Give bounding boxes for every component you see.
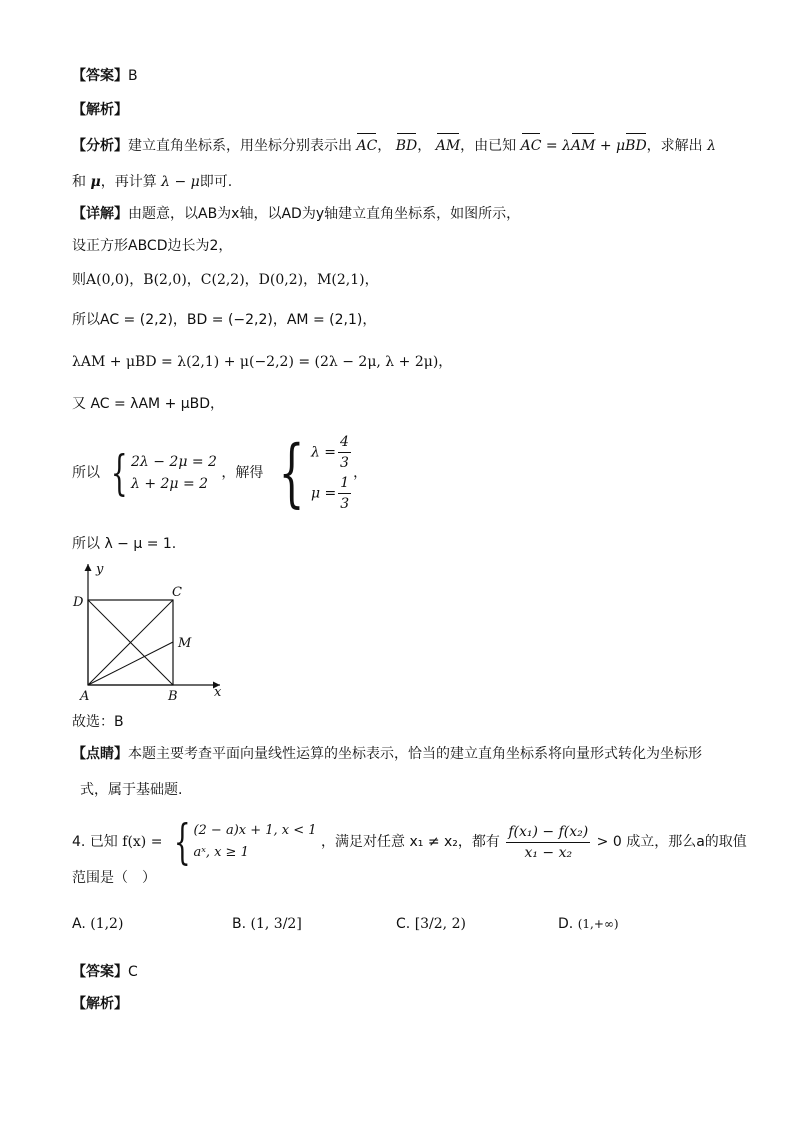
brace: { (111, 445, 129, 501)
q4-answer-label: 【答案】 (72, 964, 128, 980)
system-eq1: 2λ − 2μ = 2 (131, 454, 217, 470)
label-a: A (80, 689, 90, 704)
fenxi-line-2 (72, 172, 232, 192)
option-b[interactable]: B. (1, 3/2] (232, 916, 302, 932)
xiangjie-label: 【详解】 (72, 206, 128, 222)
given-equation: AC = λAM + μBD (520, 138, 647, 154)
option-c[interactable]: C. [3/2, 2) (396, 916, 466, 932)
given-line: 又 AC = λAM + μBD， (72, 396, 225, 412)
q4-analysis-label: 【解析】 (72, 996, 128, 1012)
system-line: 所以 { 2λ − 2μ = 2 λ + 2μ = 2 ，解得 { λ = $\frac{4}{3}$ μ = $\frac{1}{3}$ ， (72, 430, 368, 516)
q4-fraction: $\frac{\text{f(x₁) − f(x₂)}}{\text{x₁ − x₂}}$ (508, 823, 589, 861)
vec-ac: AC (356, 138, 378, 154)
equation-system (104, 445, 217, 501)
q4-number: 4. (72, 834, 86, 850)
label-d: D (73, 595, 84, 610)
q4-analysis-heading (72, 994, 128, 1014)
q4-piece2: aˣ, x ≥ 1 (193, 845, 249, 860)
system-prefix: 所以 (72, 465, 100, 481)
segment-am (88, 642, 173, 685)
dianjing-line (72, 744, 702, 764)
vectors-line: 所以AC = (2,2)，BD = (−2,2)，AM = (2,1)， (72, 312, 377, 328)
fenxi-text-1: 建立直角坐标系，用坐标分别表示出 (128, 138, 352, 154)
square-line: 设正方形ABCD边长为2， (72, 238, 233, 254)
q4-answer-value: C (128, 964, 138, 980)
answer-value: B (128, 68, 138, 84)
brace: { (278, 430, 305, 516)
square-diagram (70, 560, 230, 705)
xiangjie-line (72, 204, 520, 224)
option-d[interactable]: D. (1,+∞) (558, 916, 619, 932)
solution-system (268, 432, 353, 514)
q4-stem-line-2: 范围是（ ） (72, 870, 156, 886)
q4-stem-1: 已知 f(x) = (89, 834, 163, 850)
q4-piece1: (2 − a)x + 1, x < 1 (193, 823, 317, 838)
label-y: y (96, 562, 104, 577)
combo-line: λAM + μBD = λ(2,1) + μ(−2,2) = (2λ − 2μ, λ + 2μ)， (72, 354, 453, 370)
system-mid: ，解得 (221, 465, 264, 481)
dianjing-line-2: 式，属于基础题. (80, 782, 183, 798)
points-line: 则A(0,0)，B(2,0)，C(2,2)，D(0,2)，M(2,1)， (72, 272, 379, 288)
answer-label: 【答案】 (72, 68, 128, 84)
label-b: B (168, 689, 178, 704)
dianjing-label: 【点睛】 (72, 746, 128, 762)
q4-piecewise (167, 814, 317, 870)
q4-answer-line (72, 962, 138, 982)
symbol-lambda: λ (707, 138, 716, 154)
system-eq2: λ + 2μ = 2 (131, 476, 209, 492)
brace: { (173, 814, 191, 870)
analysis-label: 【解析】 (72, 102, 128, 118)
label-m: M (178, 636, 192, 651)
analysis-heading (72, 100, 128, 120)
label-x: x (214, 685, 222, 700)
choice-line: 故选：B (72, 714, 124, 730)
q4-stem-3: > 0 成立，那么a的取值 (596, 834, 747, 850)
fenxi-text-6: 即可. (199, 174, 233, 190)
fenxi-text-5: ，再计算 (100, 174, 157, 190)
label-c: C (172, 585, 182, 600)
xiangjie-text: 由题意，以AB为x轴，以AD为y轴建立直角坐标系，如图所示， (128, 206, 521, 222)
option-a[interactable]: A. (1,2) (72, 916, 124, 932)
q4-stem-2: ，满足对任意 x₁ ≠ x₂，都有 (321, 834, 500, 850)
fenxi-label: 【分析】 (72, 138, 128, 154)
answer-line (72, 66, 138, 86)
fenxi-line: 【分析】建立直角坐标系，用坐标分别表示出 AC， BD， AM，由已知 AC = λAM + μBD，求解出 λ (72, 138, 716, 154)
fenxi-text-2: ，由已知 (460, 138, 517, 154)
lambda-minus-mu: λ − μ (161, 174, 200, 190)
vec-am: AM (435, 138, 461, 154)
dianjing-text-1: 本题主要考查平面向量线性运算的坐标表示，恰当的建立直角坐标系将向量形式转化为坐标形 (128, 746, 702, 762)
vec-bd: BD (395, 138, 418, 154)
sol-mu-row: μ = $\frac{1}{3}$ (310, 475, 350, 512)
q4-stem-line (72, 814, 747, 870)
fenxi-text-4: 和 (72, 174, 86, 190)
symbol-mu: μ (90, 174, 101, 190)
sol-lambda-row: λ = $\frac{4}{3}$ (310, 434, 349, 471)
fenxi-text-3: ，求解出 (646, 138, 703, 154)
result-line: 所以 λ − μ = 1. (72, 536, 177, 552)
